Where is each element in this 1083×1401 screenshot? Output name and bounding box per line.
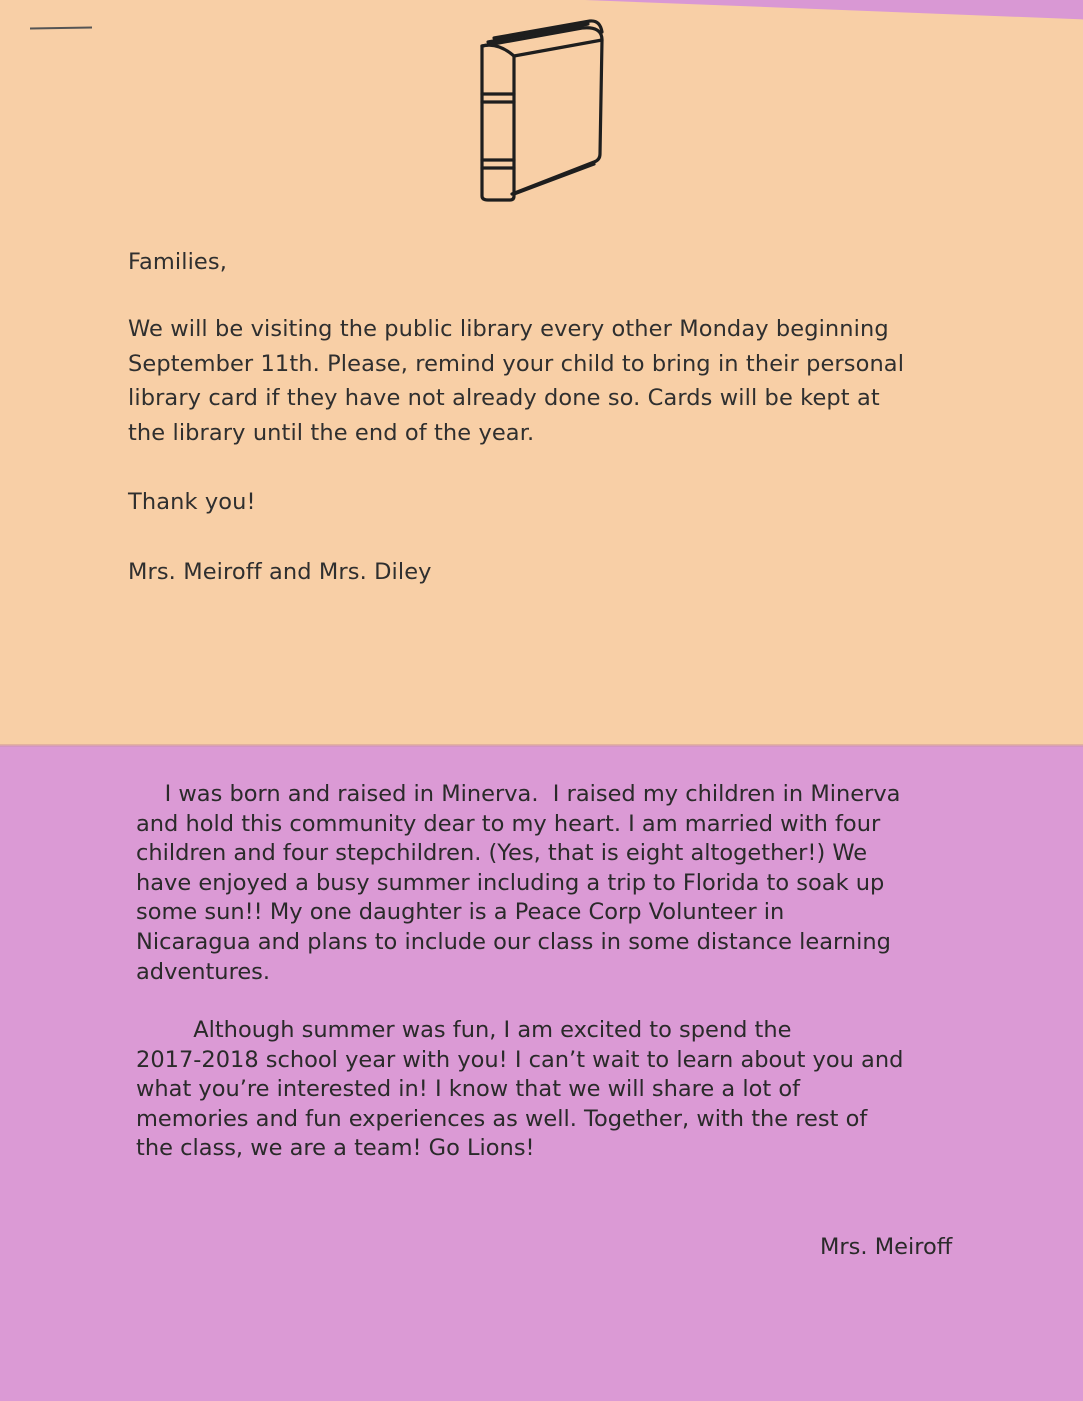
flyer-paragraph-line: We will be visiting the public library every other Monday beginning <box>128 316 889 342</box>
letter-paragraph-1 <box>136 780 996 987</box>
letter-paragraph-line: memories and fun experiences as well. Together, with the rest of <box>136 1105 868 1132</box>
flyer-greeting: Families, <box>128 249 227 275</box>
letter-paragraph-line: and hold this community dear to my heart. I am married with four <box>136 810 881 837</box>
letter-paragraph-line: Nicaragua and plans to include our class in some distance learning <box>136 928 891 955</box>
flyer-paragraph <box>128 312 988 450</box>
letter-paragraph-line: what you’re interested in! I know that we will share a lot of <box>136 1076 801 1103</box>
letter-paragraph-line: adventures. <box>136 958 271 985</box>
letter-paragraph-line: Although summer was fun, I am excited to spend the <box>136 1017 792 1043</box>
letter-paragraph-line: children and four stepchildren. (Yes, that is eight altogether!) We <box>136 840 868 867</box>
flyer-thanks: Thank you! <box>128 489 256 515</box>
letter-paragraph-2 <box>136 1016 996 1164</box>
letter-paragraph-line: 2017-2018 school year with you! I can’t wait to learn about you and <box>136 1046 904 1073</box>
flyer-paragraph-line: library card if they have not already done so. Cards will be kept at <box>128 385 880 411</box>
flyer-paragraph-line: September 11th. Please, remind your child to bring in their personal <box>128 350 905 377</box>
letter-signature: Mrs. Meiroff <box>820 1234 953 1260</box>
letter-paragraph-line: I was born and raised in Minerva. I raised my children in Minerva <box>136 781 901 807</box>
book-icon <box>470 18 615 208</box>
letter-paragraph-line: the class, we are a team! Go Lions! <box>136 1135 535 1162</box>
flyer-signature: Mrs. Meiroff and Mrs. Diley <box>128 559 432 585</box>
letter-paragraph-line: some sun!! My one daughter is a Peace Corp Volunteer in <box>136 899 785 926</box>
flyer-paragraph-line: the library until the end of the year. <box>128 419 535 446</box>
letter-paragraph-line: have enjoyed a busy summer including a trip to Florida to soak up <box>136 869 885 896</box>
